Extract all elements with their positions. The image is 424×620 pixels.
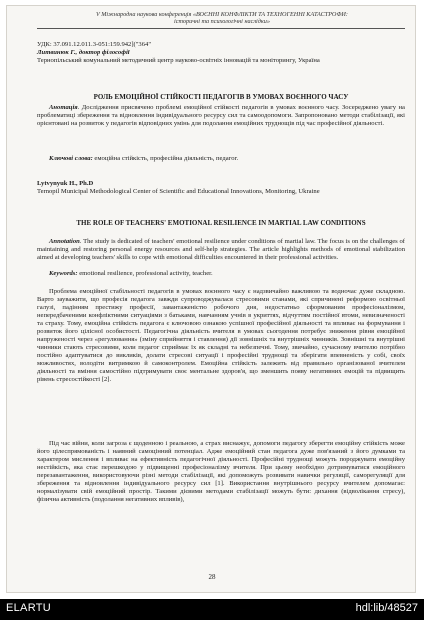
abstract-en: [37, 238, 405, 262]
keywords-en: [37, 270, 405, 278]
body-paragraph-2: Під час війни, коли загроза є щоденною і реальною, а страх виснажує, допомоги педагогу зберегти емоційну стійкість може його цілеспрямованість і наявний самоцінний потенціал. Адже емоційний стан педагога дуже пов'язаний з його думками та характером мислення і впливає на ефективність педагогічної діяльності. Професійні труднощі можуть породжувати емоційну нестійкість, яка стає перешкодою у підвищенні професіоналізму вчителя. При цьому необхідно дотримуватися емоційного перезавантаження, використовуючи різні методи стабілізації, які допоможуть розвивати навички регуляції, саморегуляції для збереження та відновлення індивідуального ресурсу сил [1]. Використання внутрішнього ресурсу вчителем допомагає: нормалізувати свій емоційний простір. Такими дієвими методами стабілізації можуть бути: дихання (відволікання стресу), фізична активність (подолання негативних впливів),: [37, 440, 405, 503]
udc-code: УДК: 37.091.12.011.3-051:159.942]("364": [37, 41, 152, 48]
author-affiliation-uk: Тернопільський комунальний методичний центр науково-освітніх інновацій та моніторингу, Україна: [37, 57, 320, 64]
abstract-en-text: . The study is dedicated of teachers' emotional resilience under conditions of martial law. The focus is on the challenges of maintaining and restoring personal energy resources and self-help strategies. The article highlights methods of emotional stabilization aimed at developing teachers' skills to cope with emotional difficulties encountered in their professional activities.: [37, 238, 405, 261]
document-page: [7, 6, 415, 592]
running-header: [37, 11, 407, 25]
article-title-uk: РОЛЬ ЕМОЦІЙНОЇ СТІЙКОСТІ ПЕДАГОГІВ В УМОВАХ ВОЄННОГО ЧАСУ: [93, 93, 349, 101]
author-name-uk: Литвинюк Г., доктор філософії: [37, 49, 130, 56]
body-paragraph-1: Проблема емоційної стабільності педагогів в умовах воєнного часу є надзвичайно важливою та водночас дуже складною. Варто зауважити, що професія педагога завжди супроводжувалася стресовими станами, які спричинені реформою освітньої галузі, падінням престижу професії, завантаженістю робочого дня, недостатньо сформованим професіоналізмом, непередбаченими конфліктними ситуаціями з батьками, навчанням учнів в укриттях, відчуттям постійної втоми, невизначеності та страху. Тому, емоційна стійкість педагога є ключовою ознакою успішної професійної діяльності та впливає на формування і розвиток його цілісної особистості. Педагогічна діяльність вчителя в умовах сьогодення потребує зниження рівня емоційної напруженості через «регулювання» (зміну сприйняття і ставлення) дії зовнішніх та внутрішніх чинників. Зовнішні та внутрішні чинники стають стресовими, коли педагог сприймає їх як складні та небезпечні. Тому, звичайно, сучасному вчителю потрібно постійно адаптуватися до викликів, долати стресові ситуації і професійні труднощі та зберігати впевненість у собі, своїх можливостях, володіти витримкою й самоконтролем. Емоційна стійкість залежить від правильно організованої вчителем діяльності та вміння самостійно підтримувати своє ментальне здоров'я, що зменшить появу негативних емоцій та підвищить рівень стресостійкості [2].: [37, 288, 405, 383]
keywords-en-text: emotional resilience, professional activity, teacher.: [77, 270, 213, 277]
footer-handle-id: hdl:lib/48527: [355, 602, 418, 614]
keywords-uk-label: Ключові слова:: [49, 155, 93, 162]
repository-footer-bar: [0, 599, 424, 620]
header-line-2: історичні та психологічні наслідки»: [174, 18, 270, 26]
abstract-uk: [37, 104, 405, 128]
header-rule: [37, 28, 405, 29]
abstract-uk-label: Анотація: [49, 104, 78, 111]
keywords-uk-text: емоційна стійкість, професійна діяльність, педагог.: [92, 155, 239, 162]
header-line-1: V Міжнародна наукова конференція «ВОЄННІ КОНФЛІКТИ ТА ТЕХНОГЕННІ КАТАСТРОФИ:: [96, 11, 348, 18]
page-number: 28: [208, 573, 216, 581]
article-title-en: THE ROLE OF TEACHERS' EMOTIONAL RESILIENCE IN MARTIAL LAW CONDITIONS: [76, 219, 366, 227]
author-name-en: Lytvynyuk H., Ph.D: [37, 180, 94, 187]
abstract-uk-text: . Дослідження присвячено проблемі емоційної стійкості педагогів в умовах воєнного часу. Зосереджено увагу на проблематиці збереження та відновлення індивідуального ресурсу сил та самоодопомоги. Запропоновано методи стабілізації, які орієнтовані на розвиток у педагогів відповідних умінь для подолання емоційних труднощів під час професійної діяльності.: [37, 104, 405, 127]
footer-repository-name: ELARTU: [6, 602, 51, 614]
abstract-en-label: Annotation: [49, 238, 80, 245]
author-affiliation-en: Ternopil Municipal Methodological Center of Scientific and Educational Innovations, Monitoring, Ukraine: [37, 188, 320, 195]
keywords-en-label: Keywords:: [49, 270, 78, 277]
keywords-uk: [37, 155, 405, 163]
